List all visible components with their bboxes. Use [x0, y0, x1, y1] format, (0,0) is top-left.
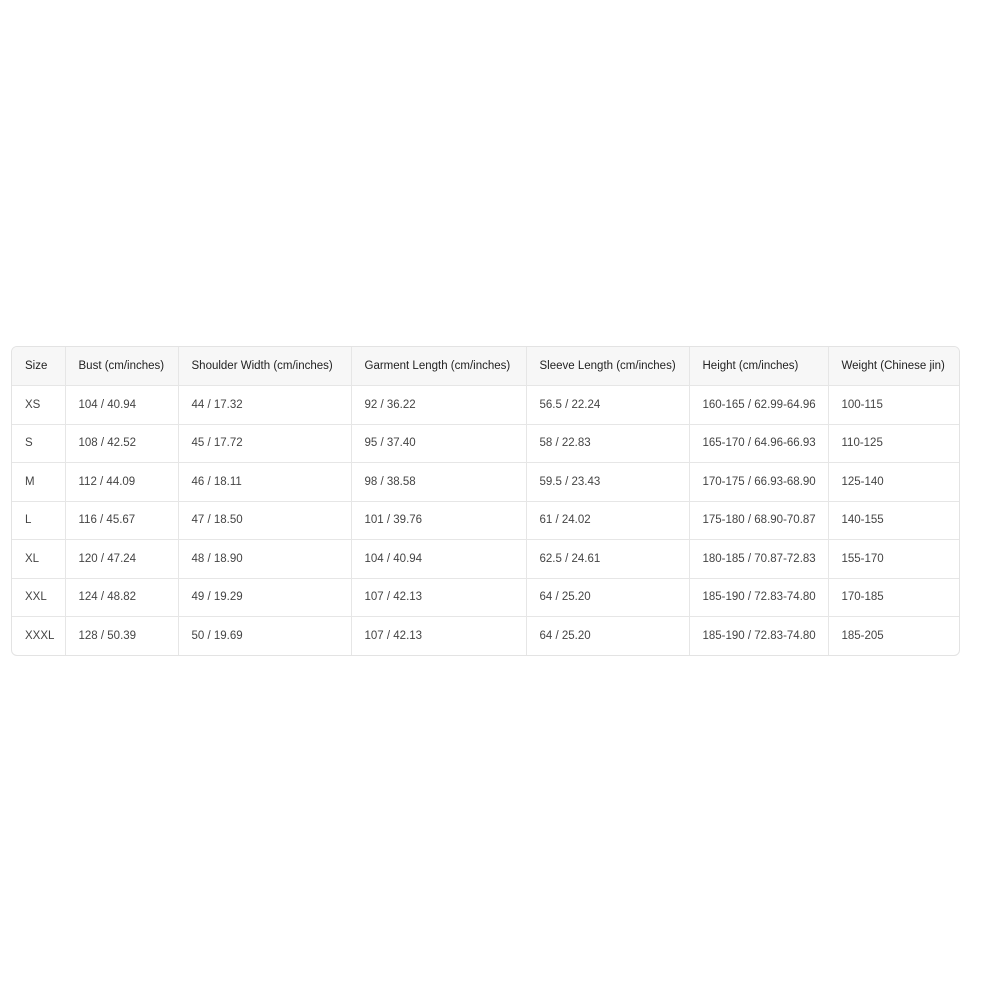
- header-bust: Bust (cm/inches): [65, 347, 178, 386]
- table-row: [12, 578, 959, 617]
- cell-weight: 170-185: [828, 578, 959, 617]
- cell-size: M: [12, 463, 65, 502]
- cell-garment-length: 92 / 36.22: [351, 386, 526, 425]
- cell-garment-length: 104 / 40.94: [351, 540, 526, 579]
- cell-shoulder-width: 48 / 18.90: [178, 540, 351, 579]
- cell-sleeve-length: 56.5 / 22.24: [526, 386, 689, 425]
- cell-bust: 104 / 40.94: [65, 386, 178, 425]
- cell-shoulder-width: 44 / 17.32: [178, 386, 351, 425]
- cell-sleeve-length: 59.5 / 23.43: [526, 463, 689, 502]
- cell-shoulder-width: 45 / 17.72: [178, 424, 351, 463]
- cell-bust: 112 / 44.09: [65, 463, 178, 502]
- cell-weight: 155-170: [828, 540, 959, 579]
- header-height: Height (cm/inches): [689, 347, 828, 386]
- table-header-row: [12, 347, 959, 386]
- cell-bust: 116 / 45.67: [65, 501, 178, 540]
- size-chart: [11, 346, 960, 656]
- cell-height: 185-190 / 72.83-74.80: [689, 617, 828, 655]
- cell-weight: 100-115: [828, 386, 959, 425]
- cell-size: L: [12, 501, 65, 540]
- cell-sleeve-length: 58 / 22.83: [526, 424, 689, 463]
- cell-height: 165-170 / 64.96-66.93: [689, 424, 828, 463]
- cell-bust: 108 / 42.52: [65, 424, 178, 463]
- cell-weight: 185-205: [841, 629, 884, 642]
- cell-shoulder-width: 50 / 19.69: [178, 617, 351, 655]
- table-row: [12, 386, 959, 425]
- cell-garment-length: 98 / 38.58: [351, 463, 526, 502]
- cell-garment-length: 107 / 42.13: [351, 578, 526, 617]
- header-sleeve-length: Sleeve Length (cm/inches): [526, 347, 689, 386]
- cell-shoulder-width: 47 / 18.50: [178, 501, 351, 540]
- cell-height: 180-185 / 70.87-72.83: [689, 540, 828, 579]
- cell-size: S: [12, 424, 65, 463]
- table-row: [12, 501, 959, 540]
- table-row: [12, 424, 959, 463]
- header-weight: Weight (Chinese jin): [828, 347, 959, 386]
- table-row: [12, 540, 959, 579]
- cell-height: 170-175 / 66.93-68.90: [689, 463, 828, 502]
- cell-garment-length: 101 / 39.76: [351, 501, 526, 540]
- cell-height: 175-180 / 68.90-70.87: [689, 501, 828, 540]
- cell-sleeve-length: 64 / 25.20: [526, 617, 689, 655]
- table-row: [12, 617, 959, 655]
- table-row: [12, 463, 959, 502]
- cell-weight: 140-155: [828, 501, 959, 540]
- cell-height: 160-165 / 62.99-64.96: [689, 386, 828, 425]
- cell-bust: 120 / 47.24: [65, 540, 178, 579]
- cell-sleeve-length: 62.5 / 24.61: [526, 540, 689, 579]
- size-chart-table: [12, 347, 959, 655]
- cell-sleeve-length: 64 / 25.20: [526, 578, 689, 617]
- cell-bust: 124 / 48.82: [65, 578, 178, 617]
- cell-size: XXL: [12, 578, 65, 617]
- header-garment-length: Garment Length (cm/inches): [351, 347, 526, 386]
- header-size: Size: [12, 347, 65, 386]
- cell-weight: 110-125: [828, 424, 959, 463]
- cell-garment-length: 95 / 37.40: [351, 424, 526, 463]
- cell-size: XXXL: [12, 617, 65, 655]
- cell-bust: 128 / 50.39: [65, 617, 178, 655]
- cell-shoulder-width: 49 / 19.29: [178, 578, 351, 617]
- cell-size: XL: [12, 540, 65, 579]
- cell-shoulder-width: 46 / 18.11: [178, 463, 351, 502]
- cell-weight: 125-140: [828, 463, 959, 502]
- header-shoulder-width: Shoulder Width (cm/inches): [178, 347, 351, 386]
- cell-sleeve-length: 61 / 24.02: [526, 501, 689, 540]
- cell-height: 185-190 / 72.83-74.80: [689, 578, 828, 617]
- cell-size: XS: [12, 386, 65, 425]
- cell-garment-length: 107 / 42.13: [351, 617, 526, 655]
